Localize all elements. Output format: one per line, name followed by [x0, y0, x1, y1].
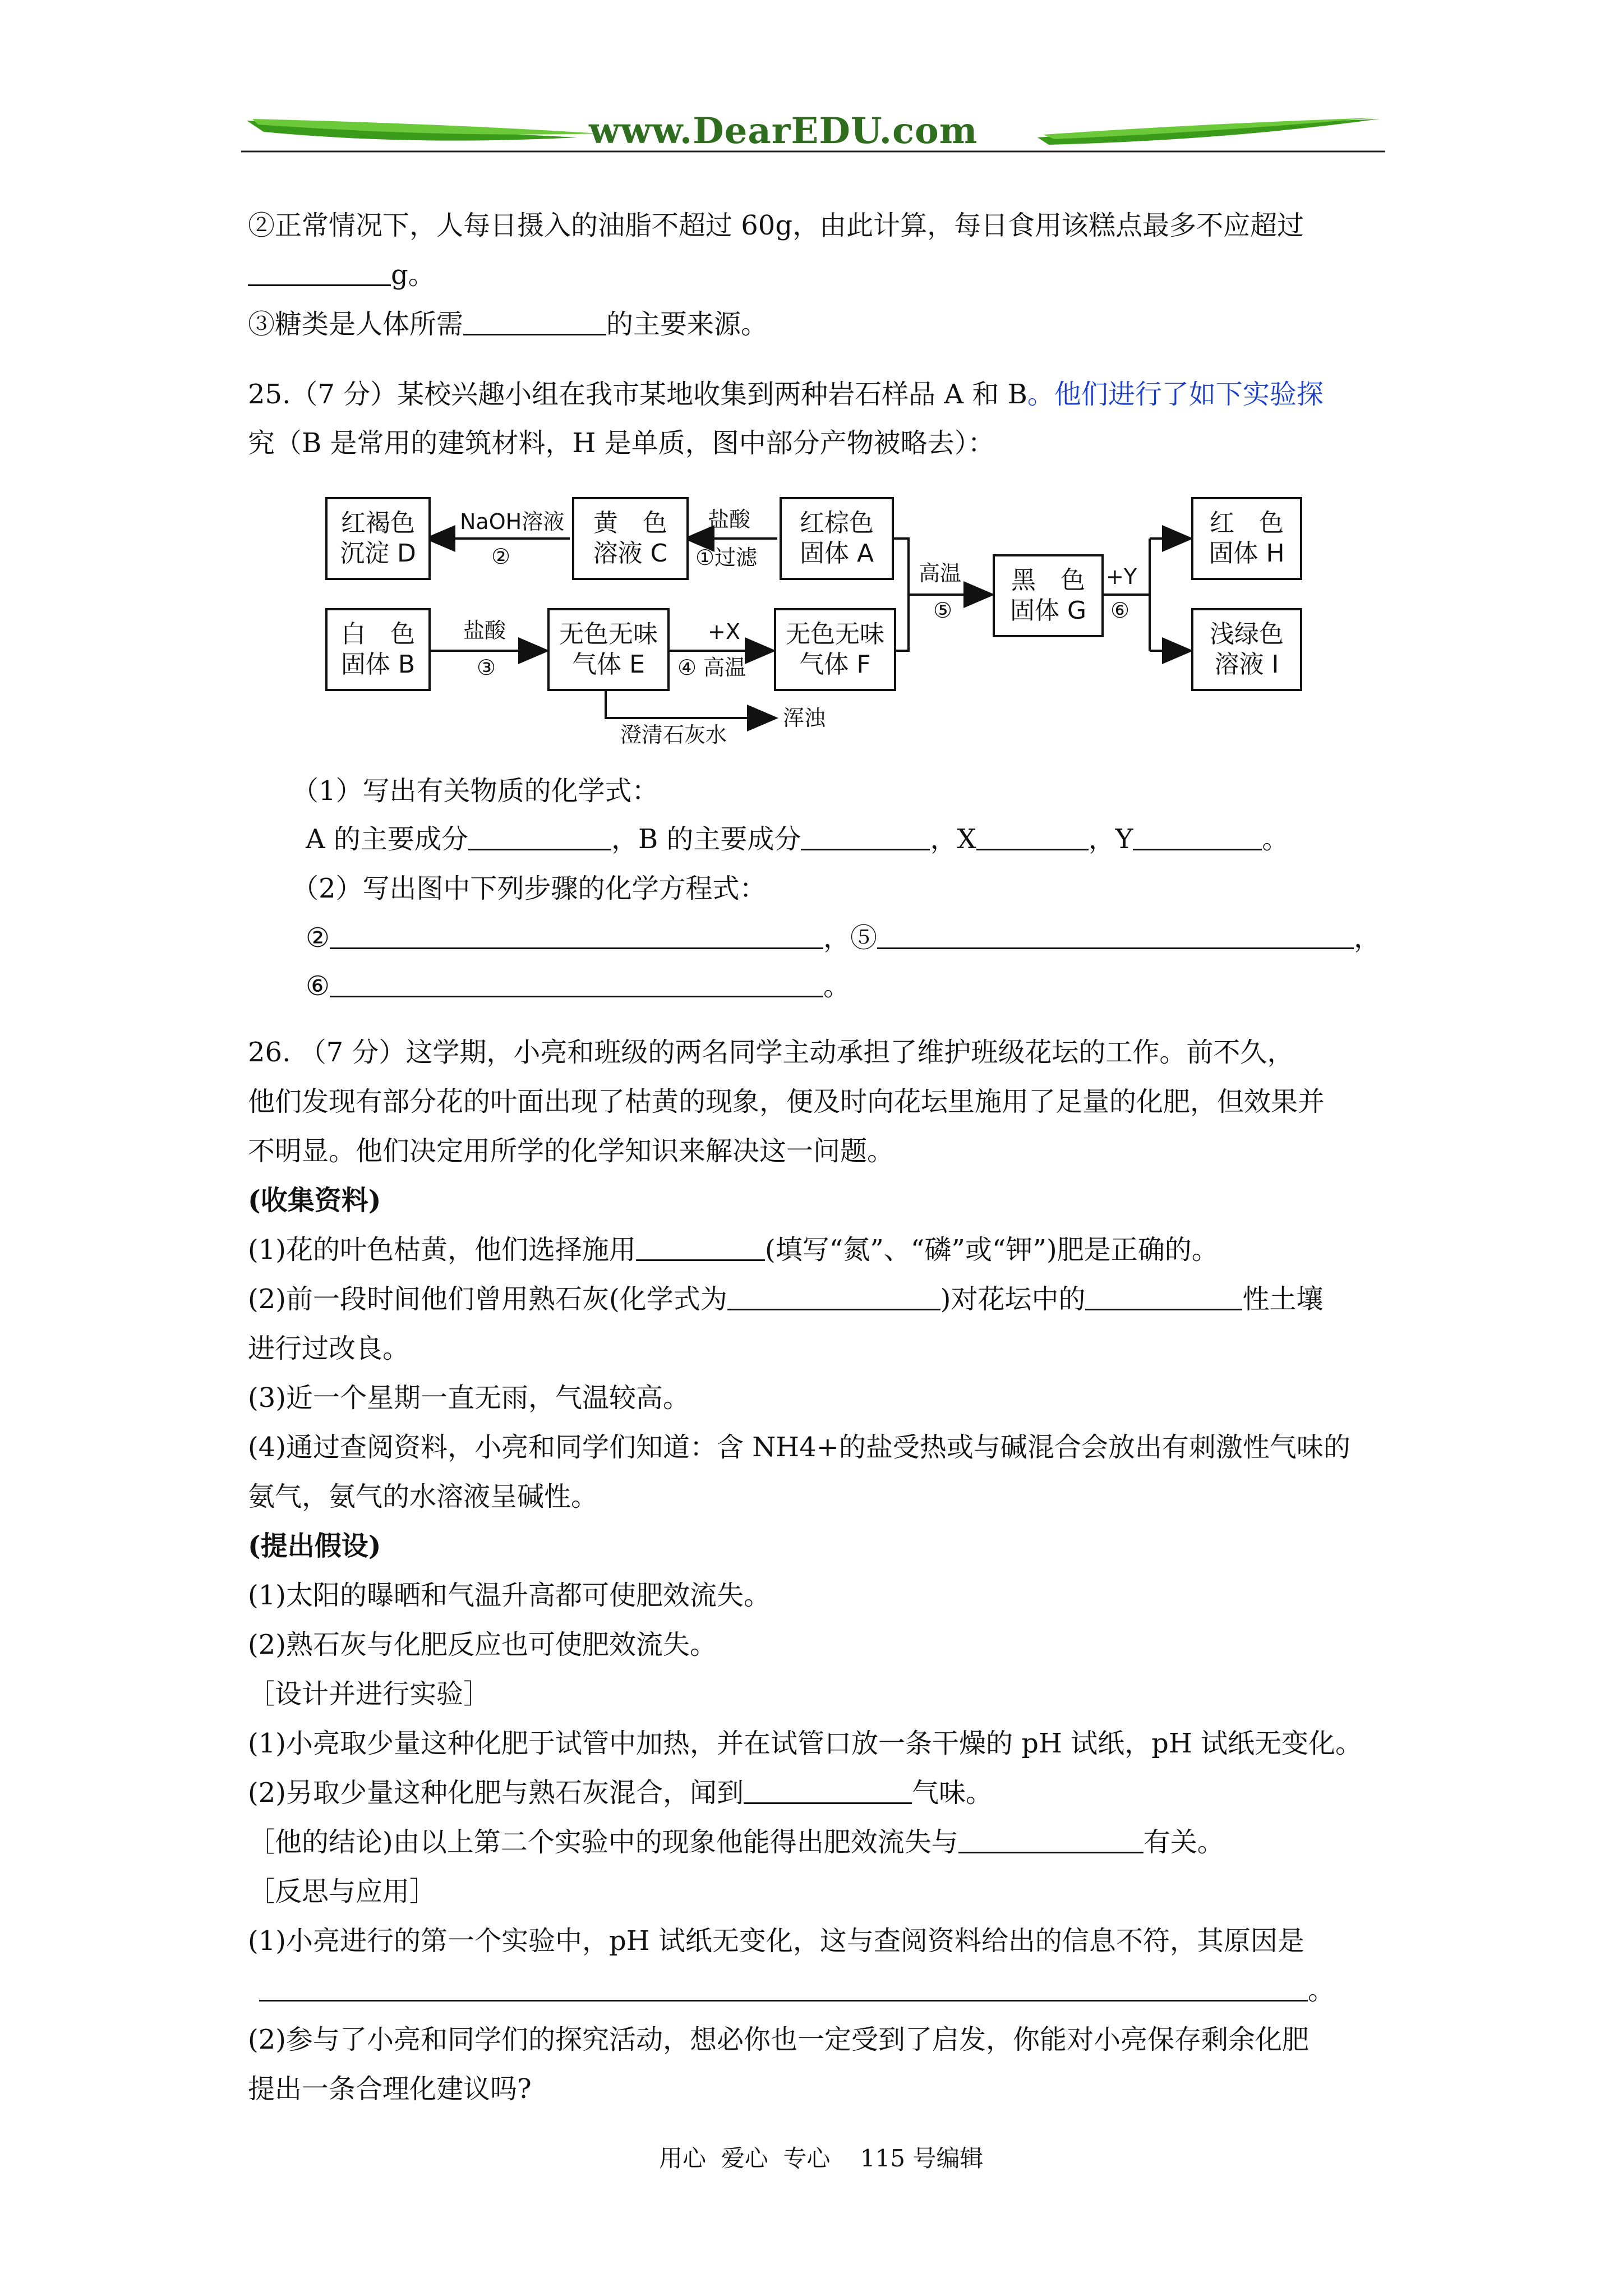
answer-blank-smell[interactable] [744, 1778, 912, 1804]
collect-1: (1)花的叶色枯黄，他们选择施用 (填写“氮”、“磷”或“钾”)肥是正确的。 [248, 1234, 1219, 1266]
hypothesis-1: (1)太阳的曝晒和气温升高都可使肥效流失。 [248, 1580, 771, 1611]
q25-fill-formulas: A 的主要成分 ，B 的主要成分 ，X ，Y 。 [306, 823, 1289, 855]
box-h: 红 色 固体 H [1191, 497, 1302, 580]
answer-blank-eq5[interactable] [877, 923, 1354, 949]
heading-hypothesis: (提出假设) [248, 1530, 381, 1562]
answer-blank-a[interactable] [468, 824, 611, 850]
line-oil: ②正常情况下，人每日摄入的油脂不超过 60g，由此计算，每日食用该糕点最多不应超过 [248, 210, 1304, 241]
collect-4: (4)通过查阅资料，小亮和同学们知道：含 NH4+的盐受热或与碱混合会放出有刺激性气味的 [248, 1432, 1350, 1463]
conclusion: ［他的结论)由以上第二个实验中的现象他能得出肥效流失与 有关。 [248, 1826, 1224, 1858]
reflect-1-answer: 。 [259, 1973, 1335, 2007]
reaction-diagram [314, 488, 1312, 757]
label-hcl-2: 盐酸 [463, 618, 506, 643]
label-step3: ③ [477, 655, 496, 680]
label-naoh: NaOH溶液 [460, 509, 565, 534]
label-filter: ①过滤 [695, 545, 758, 570]
label-high-temp: 高温 [919, 561, 962, 586]
box-d: 红褐色 沉淀 D [325, 497, 431, 580]
q25-sub2: （2）写出图中下列步骤的化学方程式： [292, 873, 767, 904]
site-title: www.DearEDU.com [589, 110, 978, 152]
collect-2: (2)前一段时间他们曾用熟石灰(化学式为 )对花坛中的 性土壤 [248, 1283, 1324, 1315]
reflect-2: (2)参与了小亮和同学们的探究活动，想必你也一定受到了启发，你能对小亮保存剩余化肥 [248, 2024, 1309, 2055]
q26-line3: 不明显。他们决定用所学的化学知识来解决这一问题。 [248, 1135, 895, 1167]
heading-collect: (收集资料) [248, 1185, 381, 1216]
answer-blank-conclusion[interactable] [958, 1827, 1144, 1853]
answer-blank-soil[interactable] [1085, 1284, 1242, 1310]
box-e: 无色无味 气体 E [547, 608, 670, 691]
answer-blank-x[interactable] [976, 824, 1089, 850]
box-c: 黄 色 溶液 C [572, 497, 689, 580]
label-plus-y: +Y [1106, 564, 1137, 589]
answer-blank-reason[interactable] [259, 1975, 1308, 2001]
q26-line2: 他们发现有部分花的叶面出现了枯黄的现象，便及时向花坛里施用了足量的化肥，但效果并 [248, 1086, 1325, 1117]
answer-blank[interactable] [463, 309, 606, 335]
answer-blank[interactable] [248, 260, 391, 286]
box-a: 红棕色 固体 A [780, 497, 894, 580]
label-step4: ④ 高温 [677, 655, 746, 680]
label-plus-x: +X [708, 619, 740, 644]
box-i: 浅绿色 溶液 I [1191, 608, 1302, 691]
answer-blank-lime-formula[interactable] [727, 1284, 940, 1310]
design-2: (2)另取少量这种化肥与熟石灰混合，闻到 气味。 [248, 1777, 993, 1809]
line-oil-answer: g。 [248, 258, 435, 292]
label-hcl-1: 盐酸 [708, 507, 751, 532]
q25-line2: 究（B 是常用的建筑材料，H 是单质，图中部分产物被略去）： [248, 427, 995, 459]
collect-4-cont: 氨气，氨气的水溶液呈碱性。 [248, 1481, 598, 1512]
q25-line1: 25.（7 分）某校兴趣小组在我市某地收集到两种岩石样品 A 和 B。他们进行了如下实验探 [248, 379, 1324, 410]
box-g: 黑 色 固体 G [993, 554, 1104, 637]
collect-3: (3)近一个星期一直无雨，气温较高。 [248, 1382, 690, 1414]
label-step5: ⑤ [933, 598, 953, 623]
label-turbid: 浑浊 [783, 706, 826, 730]
q26-line1: 26. （7 分）这学期，小亮和班级的两名同学主动承担了维护班级花坛的工作。前不久， [248, 1037, 1294, 1068]
heading-reflect: ［反思与应用］ [248, 1876, 437, 1907]
collect-2-cont: 进行过改良。 [248, 1333, 410, 1364]
q25-equations-2: ⑥ 。 [306, 970, 851, 1002]
page-footer: 用心 爱心 专心 115 号编辑 [659, 2145, 984, 2172]
box-f: 无色无味 气体 F [774, 608, 896, 691]
reflect-2-cont: 提出一条合理化建议吗? [248, 2073, 532, 2105]
label-step6: ⑥ [1110, 598, 1130, 623]
heading-design: ［设计并进行实验］ [248, 1678, 491, 1710]
answer-blank-eq6[interactable] [330, 971, 823, 997]
answer-blank-b[interactable] [801, 824, 930, 850]
label-step2: ② [491, 544, 511, 569]
answer-blank-y[interactable] [1133, 824, 1262, 850]
box-b: 白 色 固体 B [325, 608, 431, 691]
line-sugar: ③糖类是人体所需 的主要来源。 [248, 309, 768, 340]
design-1: (1)小亮取少量这种化肥于试管中加热，并在试管口放一条干燥的 pH 试纸，pH 试纸无变化。 [248, 1728, 1362, 1759]
answer-blank-eq2[interactable] [330, 923, 823, 949]
hypothesis-2: (2)熟石灰与化肥反应也可使肥效流失。 [248, 1629, 717, 1660]
q25-equations-1: ② ，⑤ ， [306, 922, 1381, 954]
reflect-1: (1)小亮进行的第一个实验中，pH 试纸无变化，这与查阅资料给出的信息不符，其原因是 [248, 1925, 1304, 1957]
answer-blank-fertilizer[interactable] [636, 1235, 765, 1261]
q25-sub1: （1）写出有关物质的化学式： [292, 775, 659, 807]
label-lime-water: 澄清石灰水 [620, 723, 727, 747]
